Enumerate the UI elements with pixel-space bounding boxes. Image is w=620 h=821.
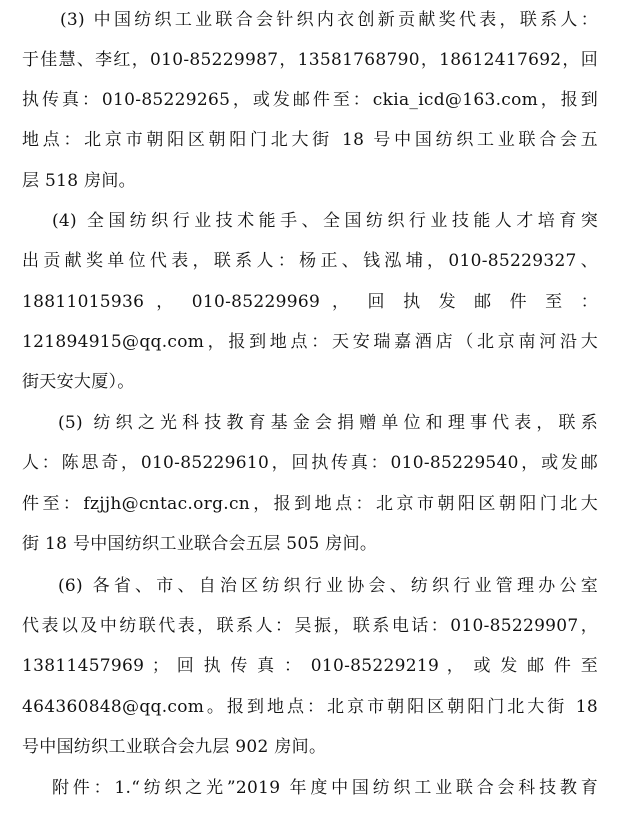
paragraph-5-line-2: 人：陈思奇，010-85229610，回执传真：010-85229540，或发邮 [22,453,598,473]
paragraph-4-line-5: 街天安大厦）。 [22,372,135,392]
paragraph-5-line-3: 件至：fzjjh@cntac.org.cn，报到地点：北京市朝阳区朝阳门北大 [22,494,598,514]
paragraph-6-line-3: 13811457969 ； 回 执 传 真 ： 010-85229219 ， 或 发 邮 件 至 [22,656,598,676]
paragraph-6-line-2: 代表以及中纺联代表，联系人：吴振，联系电话：010-85229907， [22,616,598,636]
paragraph-4-line-1: (4) 全国纺织行业技术能手、全国纺织行业技能人才培育突 [52,211,598,231]
paragraph-6-line-1: (6) 各省、市、自治区纺织行业协会、纺织行业管理办公室 [58,576,598,596]
paragraph-5-line-4: 街 18 号中国纺织工业联合会五层 505 房间。 [22,534,378,554]
paragraph-3-line-5: 层 518 房间。 [22,171,136,191]
paragraph-3-line-4: 地点：北京市朝阳区朝阳门北大街 18 号中国纺织工业联合会五 [22,130,598,150]
paragraph-4-line-4: 121894915@qq.com，报到地点：天安瑞嘉酒店（北京南河沿大 [22,332,598,352]
paragraph-4-line-2: 出贡献奖单位代表，联系人：杨正、钱泓埔，010-85229327、 [22,251,598,271]
paragraph-6-line-4: 464360848@qq.com。报到地点：北京市朝阳区朝阳门北大街 18 [22,697,598,717]
paragraph-4-line-3: 18811015936 ， 010-85229969 ， 回 执 发 邮 件 至 ： [22,292,598,312]
paragraph-3-line-3: 执传真：010-85229265，或发邮件至：ckia_icd@163.com，报到 [22,90,598,110]
paragraph-6-line-5: 号中国纺织工业联合会九层 902 房间。 [22,737,327,757]
paragraph-5-line-1: (5) 纺织之光科技教育基金会捐赠单位和理事代表，联系 [58,413,598,433]
paragraph-3-line-1: (3) 中国纺织工业联合会针织内衣创新贡献奖代表，联系人： [60,10,598,30]
paragraph-3-line-2: 于佳慧、李红，010-85229987，13581768790，18612417692，回 [22,50,598,70]
attachment-line: 附件：1.“纺织之光”2019 年度中国纺织工业联合会科技教育 [52,778,598,798]
